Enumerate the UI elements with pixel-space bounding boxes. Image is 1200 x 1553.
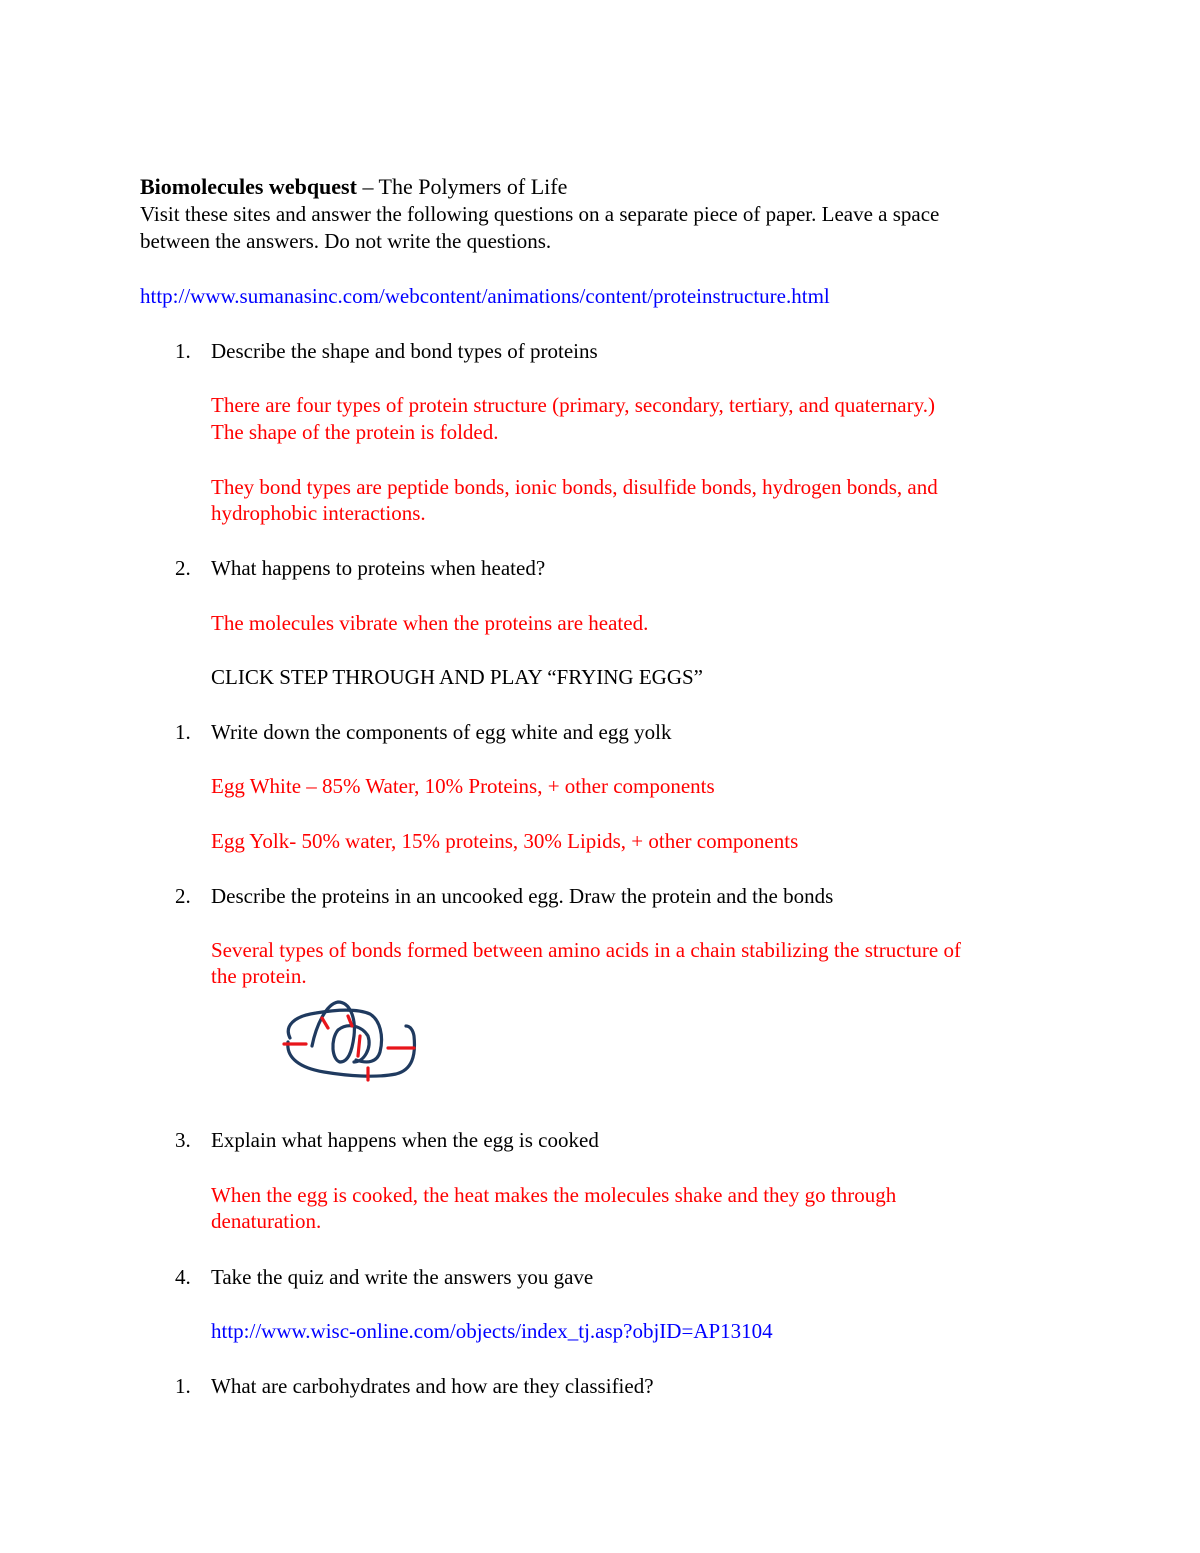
answer-text: There are four types of protein structure (primary, secondary, tertiary, and quaternary.) xyxy=(211,393,935,417)
answer-text: When the egg is cooked, the heat makes the molecules shake and they go through xyxy=(211,1183,897,1207)
answer-text: the protein. xyxy=(211,964,307,988)
question-text: What happens to proteins when heated? xyxy=(211,556,546,580)
question-number: 2. xyxy=(175,556,191,580)
question-number: 4. xyxy=(175,1265,191,1289)
answer-text: Egg White – 85% Water, 10% Proteins, + other components xyxy=(211,774,715,798)
question-number: 2. xyxy=(175,884,191,908)
question-number: 1. xyxy=(175,720,191,744)
page-title xyxy=(140,173,567,201)
instructions-line-1: Visit these sites and answer the following questions on a separate piece of paper. Leave a space xyxy=(140,202,940,226)
question-text: What are carbohydrates and how are they classified? xyxy=(211,1374,654,1398)
question-text: Explain what happens when the egg is cooked xyxy=(211,1128,599,1152)
title-subtitle: – The Polymers of Life xyxy=(356,174,568,199)
wisc-online-link[interactable]: http://www.wisc-online.com/objects/index_tj.asp?objID=AP13104 xyxy=(211,1319,773,1343)
answer-text: Several types of bonds formed between amino acids in a chain stabilizing the structure of xyxy=(211,938,961,962)
answer-text: The shape of the protein is folded. xyxy=(211,420,499,444)
answer-text: Egg Yolk- 50% water, 15% proteins, 30% Lipids, + other components xyxy=(211,829,799,853)
question-text: Take the quiz and write the answers you gave xyxy=(211,1265,594,1289)
question-text: Write down the components of egg white and egg yolk xyxy=(211,720,672,744)
question-text: Describe the shape and bond types of proteins xyxy=(211,339,598,363)
answer-text: The molecules vibrate when the proteins are heated. xyxy=(211,611,649,635)
protein-structure-link[interactable]: http://www.sumanasinc.com/webcontent/animations/content/proteinstructure.html xyxy=(140,284,830,308)
answer-text: hydrophobic interactions. xyxy=(211,501,426,525)
title-bold: Biomolecules webquest xyxy=(140,174,357,199)
question-number: 3. xyxy=(175,1128,191,1152)
answer-text: denaturation. xyxy=(211,1209,322,1233)
question-number: 1. xyxy=(175,1374,191,1398)
answer-text: They bond types are peptide bonds, ionic bonds, disulfide bonds, hydrogen bonds, and xyxy=(211,475,938,499)
frying-eggs-instruction: CLICK STEP THROUGH AND PLAY “FRYING EGGS” xyxy=(211,665,703,689)
question-text: Describe the proteins in an uncooked egg. Draw the protein and the bonds xyxy=(211,884,834,908)
protein-drawing-image xyxy=(276,996,424,1084)
instructions-line-2: between the answers. Do not write the questions. xyxy=(140,229,552,253)
question-number: 1. xyxy=(175,339,191,363)
